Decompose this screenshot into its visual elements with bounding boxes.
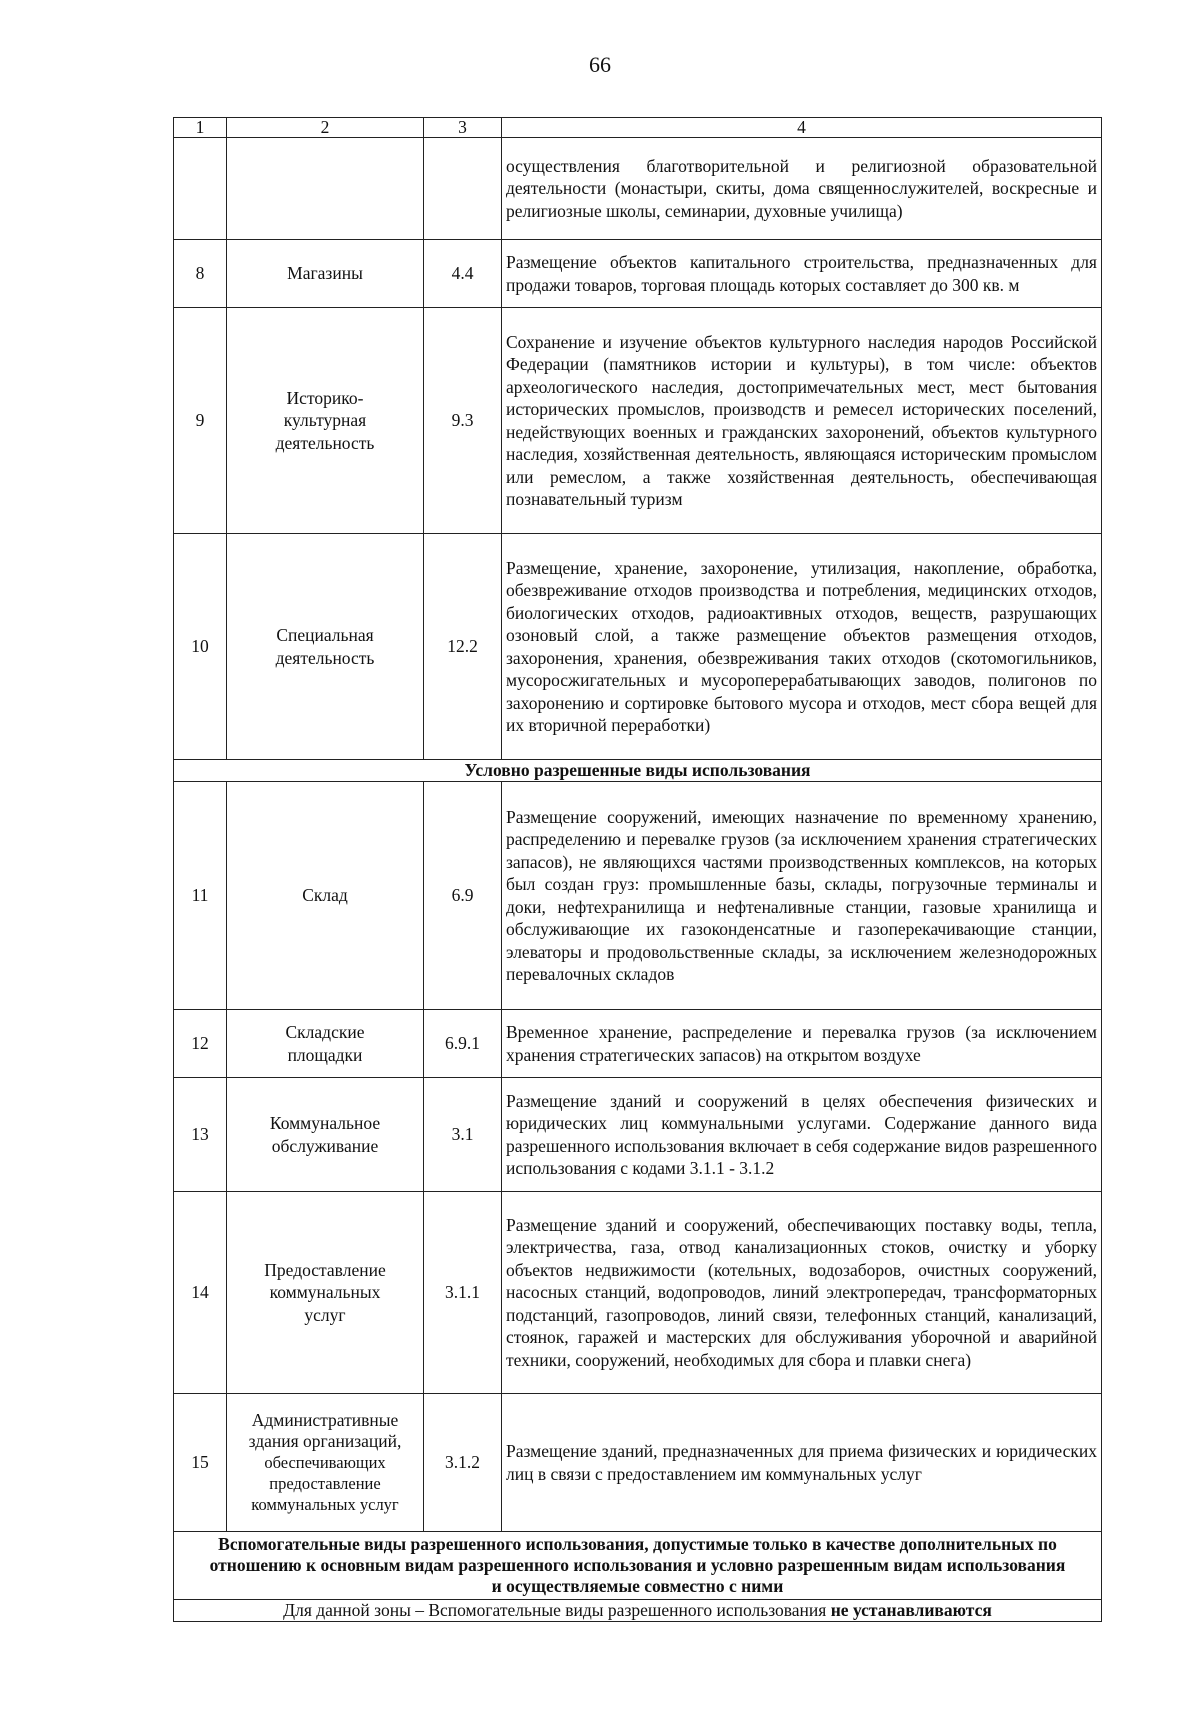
header-col-2: 2 (227, 118, 424, 138)
row-description: Размещение зданий и сооружений, обеспечивающих поставку воды, тепла, электричества, газа, отвод канализационных стоков, очистку и уборку объектов недвижимости (котельных, водозаборов, очистных сооружений, насосных станций, водопроводов, линий электропередач, трансформаторных подстанций, газопроводов, линий связи, телефонных станций, канализаций, стоянок, гаражей и мастерских для обслуживания уборочной и аварийной техники, сооружений, необходимых для сбора и плавки снега) (502, 1192, 1102, 1394)
row-code: 6.9.1 (424, 1010, 502, 1078)
section-auxiliary-title: Вспомогательные виды разрешенного использования, допустимые только в качестве дополнительных по отношению к основным видам разрешенного использования и условно разрешенным видам использования и осуществляемые совместно с ними (174, 1532, 1102, 1600)
row-description: Сохранение и изучение объектов культурного наследия народов Российской Федерации (памятников истории и культуры), в том числе: объектов археологического наследия, достопримечательных мест, мест бытования исторических промыслов, производств и ремесел исторических поселений, недействующих военных и гражданских захоронений, объектов культурного наследия, хозяйственная деятельность, являющаяся историческим промыслом или ремеслом, а также хозяйственная деятельность, обеспечивающая познавательный туризм (502, 308, 1102, 534)
row-code: 6.9 (424, 782, 502, 1010)
row-description: Размещение сооружений, имеющих назначение по временному хранению, распределению и перевалке грузов (за исключением хранения стратегических запасов), не являющихся частями производственных комплексов, на которых был создан груз: промышленные базы, склады, погрузочные терминалы и доки, нефтехранилища и нефтеналивные станции, газовые хранилища и обслуживающие их газоконденсатные и газоперекачивающие станции, элеваторы и продовольственные склады, за исключением железнодорожных перевалочных складов (502, 782, 1102, 1010)
table-row (174, 1192, 1102, 1394)
section-header-row (174, 1532, 1102, 1600)
row-number: 14 (174, 1192, 227, 1394)
section-header-row (174, 760, 1102, 782)
table-row (174, 1010, 1102, 1078)
land-use-table (173, 117, 1102, 1622)
table-row (174, 782, 1102, 1010)
footer-bold: не устанавливаются (830, 1600, 992, 1620)
row-code: 9.3 (424, 308, 502, 534)
row-description: Временное хранение, распределение и перевалка грузов (за исключением хранения стратегических запасов) на открытом воздухе (502, 1010, 1102, 1078)
row-code: 3.1 (424, 1078, 502, 1192)
row-description: осуществления благотворительной и религиозной образовательной деятельности (монастыри, скиты, дома священнослужителей, воскресные и религиозные школы, семинарии, духовные училища) (502, 138, 1102, 240)
row-code: 3.1.2 (424, 1394, 502, 1532)
row-number: 8 (174, 240, 227, 308)
table-row (174, 308, 1102, 534)
row-number: 10 (174, 534, 227, 760)
row-description: Размещение объектов капитального строительства, предназначенных для продажи товаров, торговая площадь которых составляет до 300 кв. м (502, 240, 1102, 308)
section-conditional-title: Условно разрешенные виды использования (174, 760, 1102, 782)
footer-prefix: Для данной зоны – Вспомогательные виды разрешенного использования (283, 1600, 827, 1620)
row-number: 15 (174, 1394, 227, 1532)
footer-note (174, 1600, 1102, 1622)
row-name: Специальная деятельность (227, 534, 424, 760)
table-row (174, 240, 1102, 308)
row-code: 4.4 (424, 240, 502, 308)
row-number: 11 (174, 782, 227, 1010)
header-col-3: 3 (424, 118, 502, 138)
row-name: Складские площадки (227, 1010, 424, 1078)
header-col-1: 1 (174, 118, 227, 138)
row-name: Коммунальное обслуживание (227, 1078, 424, 1192)
row-name: Склад (227, 782, 424, 1010)
row-name-line: Административные здания организаций, (248, 1410, 402, 1451)
row-description: Размещение зданий, предназначенных для приема физических и юридических лиц в связи с предоставлением им коммунальных услуг (502, 1394, 1102, 1532)
row-code: 3.1.1 (424, 1192, 502, 1394)
row-number: 9 (174, 308, 227, 534)
row-name (227, 1394, 424, 1532)
page-number: 66 (589, 52, 611, 77)
row-name-line: обеспечивающих (264, 1453, 386, 1472)
row-number: 13 (174, 1078, 227, 1192)
row-name-line: предоставление коммунальных услуг (251, 1474, 399, 1514)
row-number: 12 (174, 1010, 227, 1078)
row-name: Историко-культурная деятельность (227, 308, 424, 534)
table-row (174, 1394, 1102, 1532)
header-col-4: 4 (502, 118, 1102, 138)
row-description: Размещение зданий и сооружений в целях обеспечения физических и юридических лиц коммунальными услугами. Содержание данного вида разрешенного использования включает в себя содержание видов разрешенного использования с кодами 3.1.1 - 3.1.2 (502, 1078, 1102, 1192)
table-row (174, 138, 1102, 240)
footer-row (174, 1600, 1102, 1622)
row-description: Размещение, хранение, захоронение, утилизация, накопление, обработка, обезвреживание отходов производства и потребления, медицинских отходов, биологических отходов, радиоактивных отходов, веществ, разрушающих озоновый слой, а также размещение объектов размещения отходов, захоронения, хранения, обезвреживания таких отходов (скотомогильников, мусоросжигательных и мусороперерабатывающих заводов, полигонов по захоронению и сортировке бытового мусора и отходов, мест сбора вещей для их вторичной переработки) (502, 534, 1102, 760)
row-name: Предоставление коммунальных услуг (227, 1192, 424, 1394)
table-row (174, 534, 1102, 760)
row-name: Магазины (227, 240, 424, 308)
table-header-row (174, 118, 1102, 138)
table-row (174, 1078, 1102, 1192)
row-code: 12.2 (424, 534, 502, 760)
